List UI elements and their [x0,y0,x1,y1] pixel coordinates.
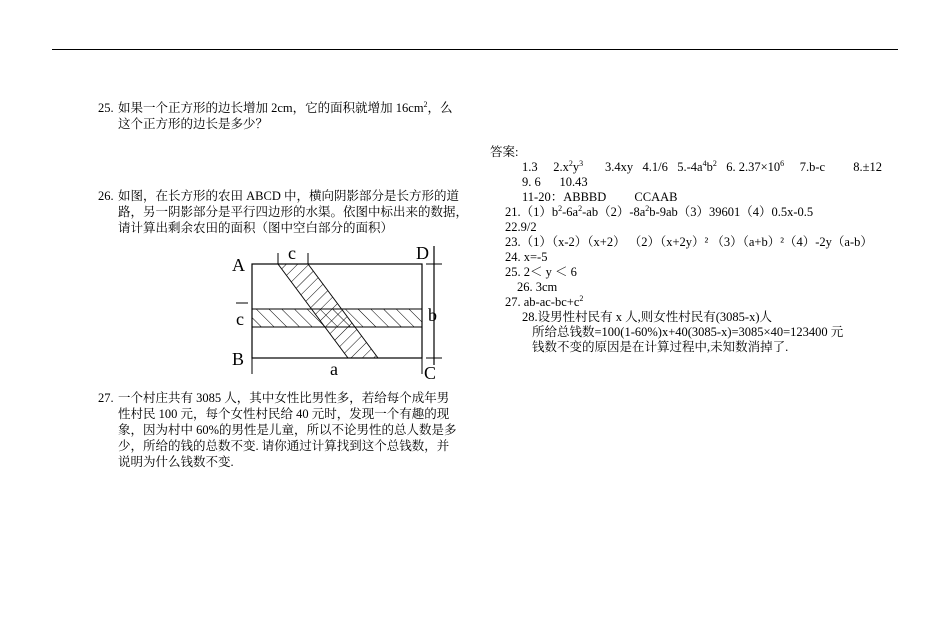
label-B: B [232,349,245,369]
answer-row-3: 11-20：ABBBD CCAAB [522,190,678,204]
question-text-line: 请计算出剩余农田的面积（图中空白部分的面积） [118,221,394,235]
question-text-line: 象，因为村中 60%的男性是儿童，所以不论男性的总人数是多 [118,423,457,437]
question-text-line: 这个正方形的边长是多少？ [118,117,269,131]
question-number: 25. [98,101,114,115]
label-C: C [424,363,437,383]
answer-28-line-3: 钱数不变的原因是在计算过程中,未知数消掉了. [532,340,789,354]
farm-field-figure [228,243,448,383]
answer-27: 27. $ab-ac-bc+c^2$ [505,293,584,309]
label-c-top: c [288,243,296,263]
answer-24: 24. x=-5 [505,250,548,264]
answer-21: $21.(1)b^2-6a^2-ab(2)-8a^2b-9ab(3)39601(4)0.5x-0.5$ [505,203,814,219]
answer-22: 22.9/2 [505,220,537,234]
answer-25: 25. 2＜ y ＜ 6 [505,265,577,279]
question-text-line: 如果一个正方形的边长增加 2cm，它的面积就增加 $16cm^2$，么 [118,99,453,115]
header-rule [52,49,898,50]
label-D: D [416,243,429,263]
question-26 [98,188,478,236]
answers-title: 答案: [490,145,519,159]
answer-28-line-1: 28.设男性村民有 x 人,则女性村民有(3085-x)人 [522,310,772,324]
question-number: 27. [98,391,114,405]
answer-26: 26. 3cm [517,280,558,294]
label-a: a [330,359,338,379]
answer-row-1: 1.3 $2.x^2y^3$ 3.4xy 4.1/6 $5.-4a^4b^2$ 6. $2.37\times 10^6$ 7.b-c 8.±12 [522,158,882,174]
question-27 [98,390,478,470]
question-text-line: 少，所给的钱的总数不变. 请你通过计算找到这个总钱数，并 [118,439,450,453]
label-A: A [232,255,245,275]
question-text-line: 路，另一阴影部分是平行四边形的水渠。依图中标出来的数据， [118,205,469,219]
question-text-line: 一个村庄共有 3085 人，其中女性比男性多，若给每个成年男 [118,391,450,405]
question-text-line: 性村民 100 元，每个女性村民给 40 元时，发现一个有趣的现 [118,407,450,421]
answer-row-2: 9. 6 10.43 [522,175,588,189]
question-number: 26. [98,189,114,203]
answer-28-line-2: 所给总钱数=100(1-60%)x+40(3085-x)=3085×40=123400 元 [532,325,844,339]
label-b: b [428,305,437,325]
question-25 [98,100,478,132]
question-text-line: 说明为什么钱数不变. [118,455,234,469]
label-c-left: c [236,309,244,329]
question-text-line: 如图，在长方形的农田 ABCD 中，横向阴影部分是长方形的道 [118,189,459,203]
answer-23: 23.（1）（x-2）（x+2） （2）（x+2y）² （3）（a+b）²（4）-2y（a-b） [505,235,873,249]
